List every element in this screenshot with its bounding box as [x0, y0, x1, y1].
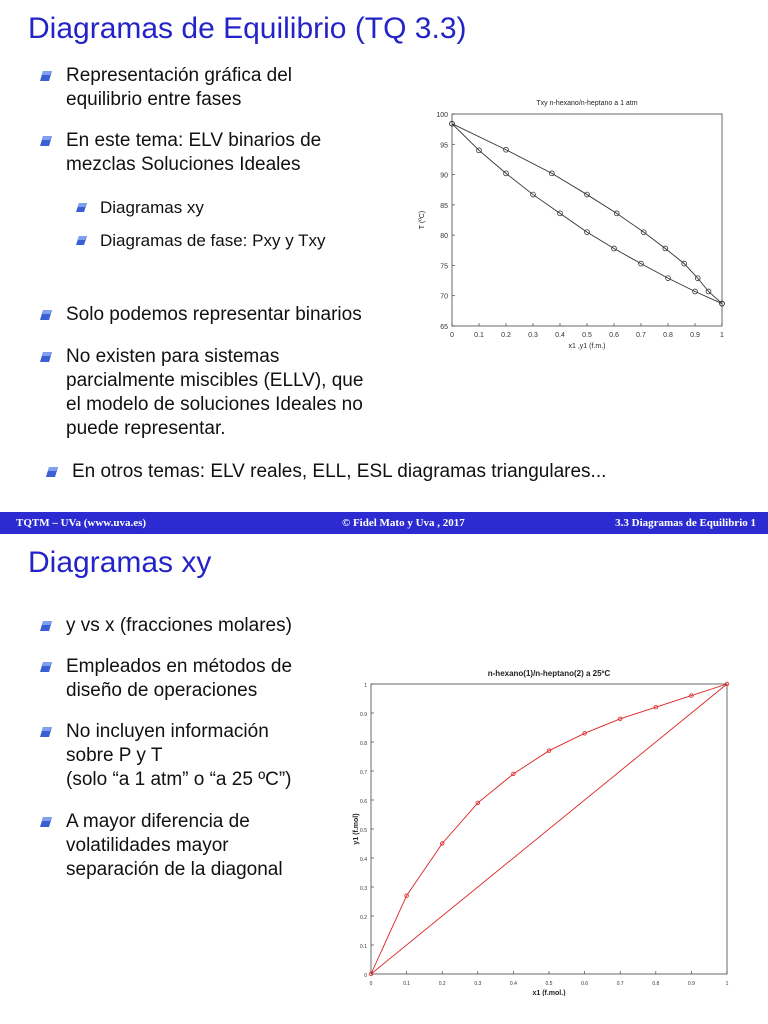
y-tick-label: 0.7 — [360, 770, 367, 776]
x-tick-label: 0.2 — [438, 981, 446, 987]
bullet-icon — [46, 466, 58, 478]
bullet-text: No incluyen información — [66, 721, 269, 742]
x-tick-label: 1 — [720, 332, 724, 339]
x-tick-label: 0.9 — [690, 332, 700, 339]
x-tick-label: 0.8 — [652, 981, 660, 987]
x-tick-label: 0.6 — [581, 981, 589, 987]
x-tick-label: 0.6 — [609, 332, 619, 339]
sub-bullet-2 — [100, 229, 326, 253]
footer-left: TQTM – UVa (www.uva.es) — [16, 517, 147, 529]
y-axis-label: T (ºC) — [419, 210, 426, 230]
bullet-text: Diagramas xy — [100, 198, 204, 217]
y-axis-label: y1 (f.mol) — [353, 813, 360, 845]
x-tick-label: 0.4 — [509, 981, 517, 987]
bullet-6 — [66, 614, 292, 638]
x-tick-label: 0.7 — [616, 981, 624, 987]
bullet-2 — [66, 129, 321, 177]
x-tick-label: 0.7 — [636, 332, 646, 339]
bullet-text: A mayor diferencia de — [66, 811, 250, 832]
footer-center: © Fidel Mato y Uva , 2017 — [342, 517, 465, 529]
y-tick-label: 0.4 — [360, 857, 367, 863]
bullet-text: separación de la diagonal — [66, 859, 283, 880]
bullet-icon — [40, 661, 52, 673]
series-line — [452, 124, 722, 304]
bullet-text: Diagramas de fase: Pxy y Txy — [100, 231, 326, 250]
y-tick-label: 85 — [440, 202, 448, 210]
x-tick-label: 0.8 — [663, 332, 673, 339]
bullet-text: No existen para sistemas — [66, 346, 280, 367]
slide-2-title: Diagramas xy — [28, 546, 212, 579]
bullet-text: diseño de operaciones — [66, 680, 258, 701]
bullet-text: Representación gráfica del — [66, 65, 293, 86]
y-tick-label: 80 — [440, 233, 448, 241]
x-tick-label: 0 — [450, 332, 454, 339]
bullet-text: Empleados en métodos de — [66, 656, 293, 677]
bullet-icon — [40, 351, 52, 363]
x-tick-label: 0.4 — [555, 332, 565, 339]
y-tick-label: 0.2 — [360, 915, 367, 921]
bullet-7 — [66, 655, 292, 703]
footer-right: 3.3 Diagramas de Equilibrio 1 — [615, 517, 756, 529]
bullet-icon — [76, 235, 87, 246]
series-line — [452, 124, 722, 304]
y-tick-label: 0.9 — [360, 712, 367, 718]
bullet-8 — [66, 720, 292, 792]
x-tick-label: 0.5 — [545, 981, 553, 987]
x-tick-label: 0.1 — [474, 332, 484, 339]
y-tick-label: 0.8 — [360, 741, 367, 747]
bullet-text: puede representar. — [66, 418, 226, 439]
y-tick-label: 0 — [364, 973, 367, 979]
y-tick-label: 0.3 — [360, 886, 367, 892]
bullet-text: Solo podemos representar binarios — [66, 304, 362, 325]
y-tick-label: 0.5 — [360, 828, 367, 834]
y-tick-label: 95 — [440, 142, 448, 150]
plot-frame — [452, 114, 722, 326]
x-tick-label: 0.2 — [501, 332, 511, 339]
bullet-text: (solo “a 1 atm” o “a 25 ºC”) — [66, 769, 292, 790]
bullet-icon — [40, 309, 52, 321]
slide-footer — [0, 512, 768, 534]
chart-title: Txy n-hexano/n-heptano a 1 atm — [536, 100, 638, 107]
x-tick-label: 0.9 — [687, 981, 695, 987]
y-tick-label: 90 — [440, 172, 448, 180]
bullet-9 — [66, 810, 283, 882]
y-tick-label: 70 — [440, 293, 448, 301]
bullet-icon — [40, 726, 52, 738]
sub-bullet-1 — [100, 196, 204, 220]
bullet-1 — [66, 64, 292, 112]
x-tick-label: 0.1 — [403, 981, 411, 987]
x-tick-label: 0.3 — [474, 981, 482, 987]
bullet-text: equilibrio entre fases — [66, 89, 242, 110]
y-tick-label: 0.6 — [360, 799, 367, 805]
bullet-text: sobre P y T — [66, 745, 163, 766]
bullet-4 — [66, 345, 363, 441]
xy-chart — [330, 656, 750, 996]
bullet-icon — [40, 135, 52, 147]
bullet-text: el modelo de soluciones Ideales no — [66, 394, 363, 415]
bullet-icon — [40, 70, 52, 82]
slide-2 — [0, 534, 768, 1024]
bullet-text: parcialmente miscibles (ELLV), que — [66, 370, 364, 391]
y-tick-label: 65 — [440, 324, 448, 331]
x-axis-label: x1 (f.mol.) — [532, 990, 566, 996]
x-tick-label: 0.3 — [528, 332, 538, 339]
bullet-3 — [66, 303, 362, 327]
bullet-icon — [40, 816, 52, 828]
bullet-text: En este tema: ELV binarios de — [66, 130, 322, 151]
x-tick-label: 1 — [725, 981, 729, 987]
bullet-5 — [72, 460, 606, 484]
x-tick-label: 0.5 — [582, 332, 592, 339]
bullet-text: mezclas Soluciones Ideales — [66, 154, 301, 175]
txy-chart — [408, 92, 738, 362]
bullet-icon — [76, 202, 87, 213]
series-line — [371, 684, 727, 974]
x-tick-label: 0 — [369, 981, 373, 987]
y-tick-label: 1 — [364, 683, 367, 689]
y-tick-label: 0.1 — [360, 944, 367, 950]
y-tick-label: 100 — [436, 112, 448, 119]
chart-title: n-hexano(1)/n-heptano(2) a 25ºC — [487, 669, 611, 678]
bullet-text: volatilidades mayor — [66, 835, 229, 856]
bullet-text: y vs x (fracciones molares) — [66, 615, 292, 636]
bullet-icon — [40, 620, 52, 632]
slide-1-title: Diagramas de Equilibrio (TQ 3.3) — [28, 12, 467, 45]
bullet-text: En otros temas: ELV reales, ELL, ESL diagramas triangulares... — [72, 461, 607, 482]
y-tick-label: 75 — [440, 263, 448, 271]
x-axis-label: x1 ,y1 (f.m.) — [568, 343, 606, 350]
